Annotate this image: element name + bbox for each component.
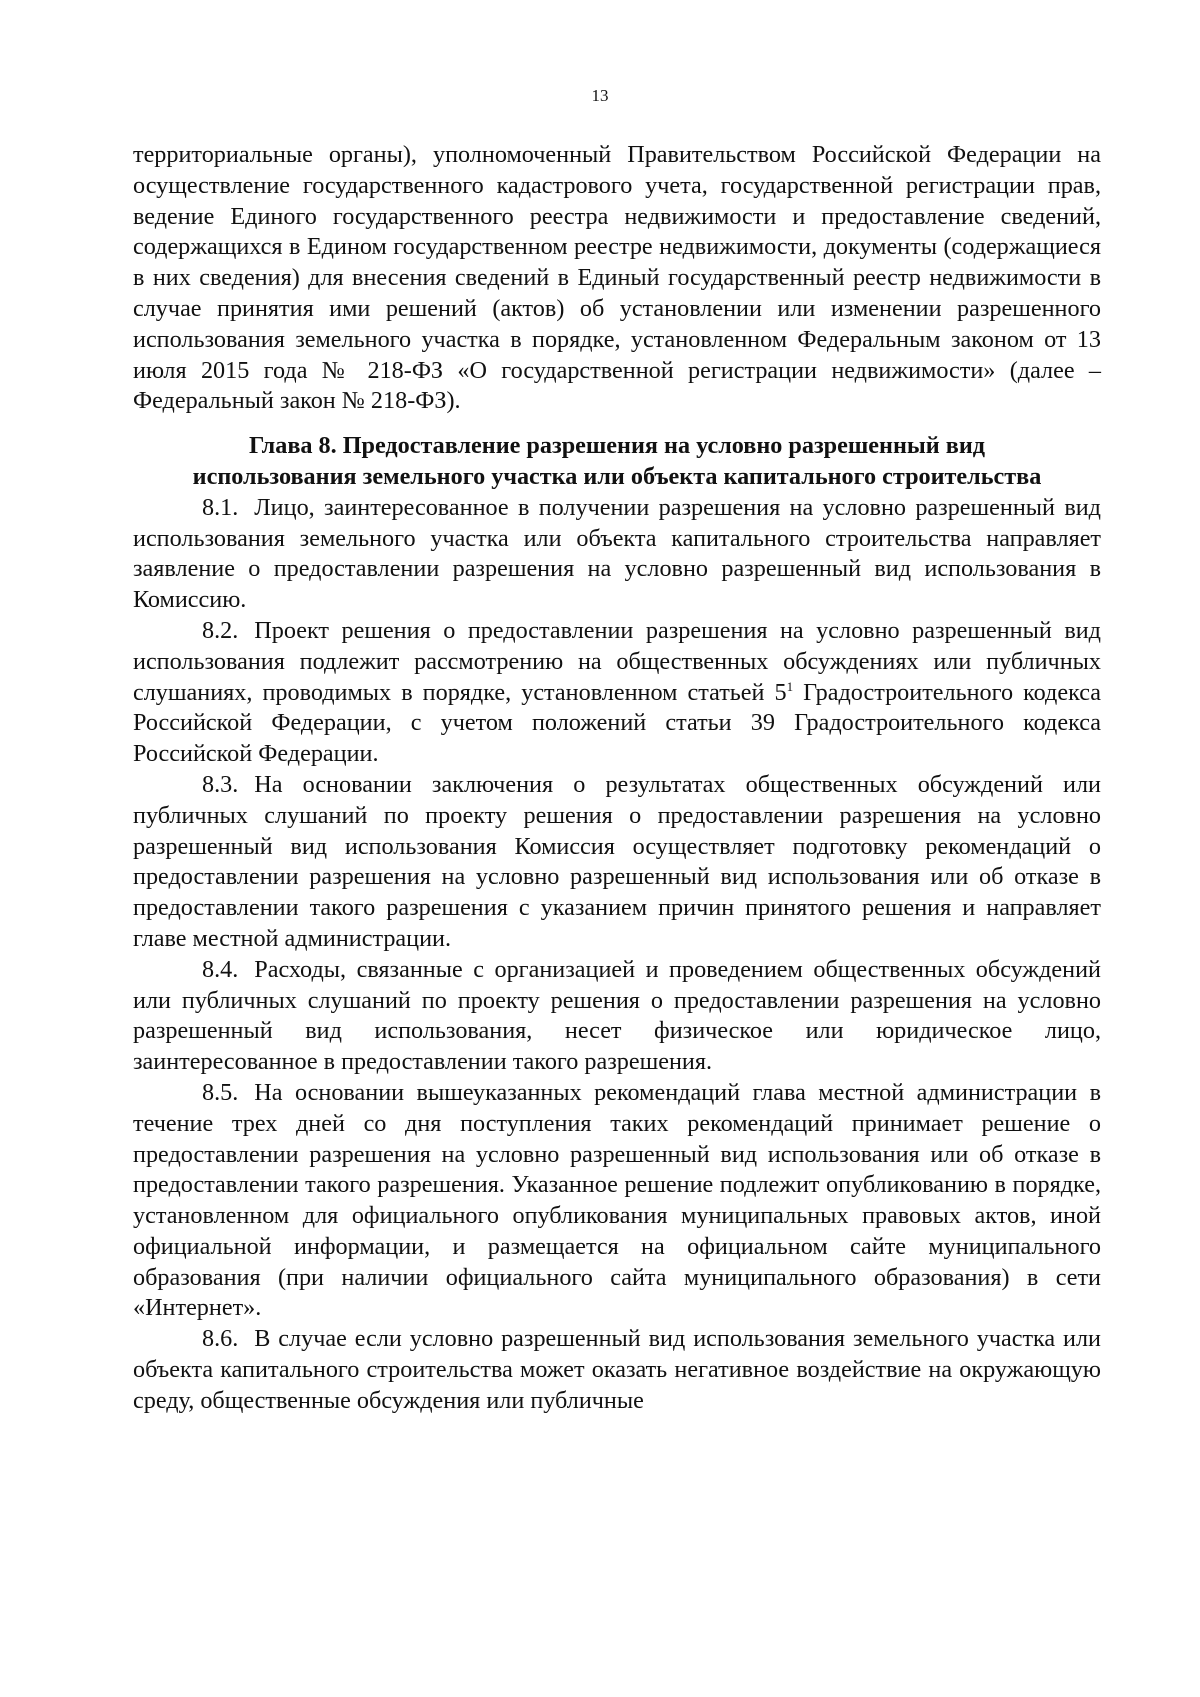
clause-number: 8.1. (202, 493, 239, 521)
clause-8-1 (133, 493, 1101, 616)
clause-text-continued: Градостроительного кодекса Российской Федерации, с учетом положений статьи 39 Градостроительного кодекса Российской Федерации. (133, 678, 1101, 768)
clause-text: В случае если условно разрешенный вид использования земельного участка или объекта капитального строительства может оказать негативное воздействие на окружающую среду, общественные обсуждения или публичные (133, 1325, 1101, 1414)
clause-text: На основании заключения о результатах общественных обсуждений или публичных слушаний по проекту решения о предоставлении разрешения на условно разрешенный вид использования Комиссия осуществляет подготовку рекомендаций о предоставлении разрешения на условно разрешенный вид использования или об отказе в предоставлении такого разрешения с указанием причин принятого решения и направляет главе местной администрации. (133, 770, 1101, 952)
page-content (133, 140, 1101, 1417)
clause-text: Проект решения о предоставлении разрешения на условно разрешенный вид использования подлежит рассмотрению на общественных обсуждениях или публичных слушаниях, проводимых в порядке, установленном статьей 5 (133, 616, 1101, 706)
clause-text: Расходы, связанные с организацией и проведением общественных обсуждений или публичных слушаний по проекту решения о предоставлении разрешения на условно разрешенный вид использования, несет физическое или юридическое лицо, заинтересованное в предоставлении такого разрешения. (133, 955, 1101, 1076)
page-number: 13 (591, 86, 609, 105)
clause-8-2 (133, 616, 1101, 770)
chapter-heading: Глава 8. Предоставление разрешения на условно разрешенный вид использования земельного участка или объекта капитального строительства (192, 432, 1042, 490)
article-superscript: 1 (786, 678, 794, 694)
clause-number: 8.2. (202, 616, 239, 644)
clause-number: 8.5. (202, 1078, 239, 1106)
clause-8-3 (133, 770, 1101, 955)
clause-number: 8.6. (202, 1325, 239, 1353)
clause-8-5 (133, 1078, 1101, 1324)
intro-paragraph: территориальные органы), уполномоченный Правительством Российской Федерации на осуществление государственного кадастрового учета, государственной регистрации прав, ведение Единого государственного реестра недвижимости и предоставление сведений, содержащихся в Едином государственном реестре недвижимости, документы (содержащиеся в них сведения) для внесения сведений в Единый государственный реестр недвижимости в случае принятия ими решений (актов) об установлении или изменении разрешенного использования земельного участка в порядке, установленном Федеральным законом от 13 июля 2015 года № 218-ФЗ «О государственной регистрации недвижимости» (далее – Федеральный закон № 218-ФЗ). (133, 141, 1101, 415)
clause-number: 8.4. (202, 955, 239, 983)
clause-text: На основании вышеуказанных рекомендаций глава местной администрации в течение трех дней со дня поступления таких рекомендаций принимает решение о предоставлении разрешения на условно разрешенный вид использования или об отказе в предоставлении такого разрешения. Указанное решение подлежит опубликованию в порядке, установленном для официального опубликования муниципальных правовых актов, иной официальной информации, и размещается на официальном сайте муниципального образования (при наличии официального сайта муниципального образования) в сети «Интернет». (133, 1078, 1101, 1322)
clause-8-4 (133, 955, 1101, 1078)
clause-number: 8.3. (202, 770, 239, 798)
clause-text: Лицо, заинтересованное в получении разрешения на условно разрешенный вид использования земельного участка или объекта капитального строительства направляет заявление о предоставлении разрешения на условно разрешенный вид использования в Комиссию. (133, 493, 1101, 614)
clause-8-6 (133, 1324, 1101, 1416)
